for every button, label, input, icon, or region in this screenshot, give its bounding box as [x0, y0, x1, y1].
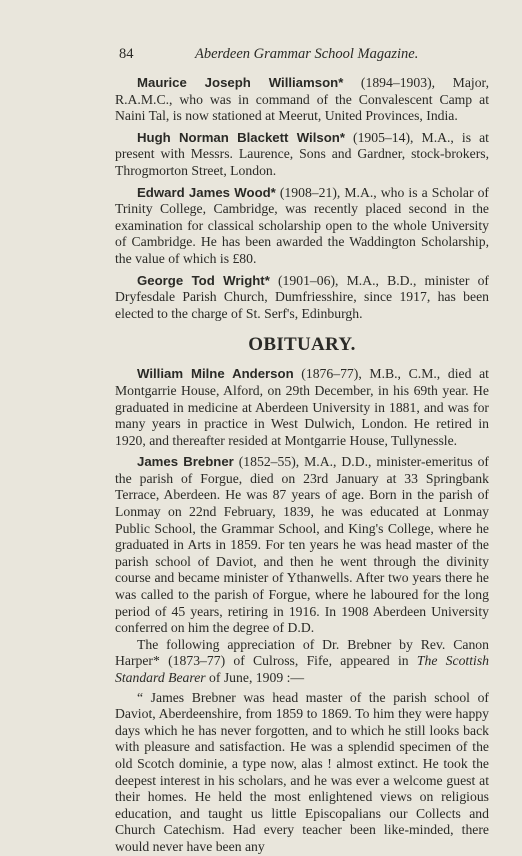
appreciation-quote: “ James Brebner was head master of the parish school of Daviot, Aberdeenshire, from 1859 to 1869. To him they were happy days which he has never forgotten, and to which he still looks back with pleasure and satisfaction. He was a splendid specimen of the old Scotch dominie, a type now, alas ! almost extinct. He took the deepest interest in his scholars, and he was ever a welcome guest at their homes. He held the most enlightened views on religious education, and taught us little Episcopalians our Collects and Church Catechism. Had every teacher been like-minded, there would never have been any — [115, 689, 489, 854]
intro-date: of June, 1909 :— — [205, 670, 305, 685]
magazine-title: Aberdeen Grammar School Magazine. — [195, 46, 419, 62]
page-body — [115, 75, 489, 856]
entry-text: (1894–1903), Major, R.A.M.C., who was in command of the Convalescent Camp at Naini Tal, is now stationed at Meerut, United Provinces, India. — [115, 75, 489, 124]
entry-text: (1852–55), M.A., D.D., minister-emeritus of the parish of Forgue, died on 23rd January at 33 Springbank Terrace, Aberdeen. He was 87 years of age. Born in the parish of Lonmay on 22nd February, 1839, he was educated at Lonmay Public School, the Grammar School, and King's College, where he graduated in Arts in 1859. For ten years he was head master of the parish school of Daviot, and then he went through the divinity course and became minister of Ythanwells. After two years there he was called to the parish of Forgue, where he laboured for the long period of 45 years, retiring in 1916. In 1908 Aberdeen University conferred on him the degree of D.D. — [115, 454, 489, 636]
intro-text: The following appreciation of Dr. Brebner by Rev. Canon Harper* (1873–77) of Culross, Fife, appeared in — [115, 636, 489, 669]
obituary-entry — [115, 366, 489, 449]
news-entry — [115, 185, 489, 268]
entry-name: Hugh Norman Blackett Wilson* — [137, 129, 345, 145]
entry-text: (1901–06), M.A., B.D., minister of Dryfesdale Parish Church, Dumfriesshire, since 1917, has been elected to the charge of St. Serf's, Edinburgh. — [115, 272, 489, 321]
news-entry — [115, 273, 489, 323]
entry-text: (1876–77), M.B., C.M., died at Montgarrie House, Alford, on 29th December, in his 69th year. He graduated in medicine at Aberdeen University in 1881, and was for many years in practice in West Dulwich, London. He retired in 1920, and thereafter resided at Montgarrie House, Tullynessle. — [115, 366, 489, 448]
publication-title: The Scottish Standard Bearer — [115, 653, 489, 685]
obituary-entry — [115, 454, 489, 637]
obituary-heading: OBITUARY. — [248, 334, 356, 356]
news-entry — [115, 75, 489, 125]
entry-name: Edward James Wood* — [137, 184, 276, 200]
entry-name: William Milne Anderson — [137, 366, 294, 382]
page-number: 84 — [119, 46, 134, 62]
entry-name: George Tod Wright* — [137, 272, 270, 288]
news-entry — [115, 130, 489, 180]
appreciation-intro — [115, 637, 489, 687]
entry-text: (1905–14), M.A., is at present with Messrs. Laurence, Sons and Gardner, stock-brokers, Throgmorton Street, London. — [115, 129, 489, 178]
entry-name: Maurice Joseph Williamson* — [137, 75, 344, 90]
entry-text: (1908–21), M.A., who is a Scholar of Trinity College, Cambridge, was recently placed second in the examination for classical scholarship open to the whole University of Cambridge. He has been awarded the Waddington Scholarship, the value of which is £80. — [115, 184, 489, 266]
entry-name: James Brebner — [137, 454, 234, 470]
